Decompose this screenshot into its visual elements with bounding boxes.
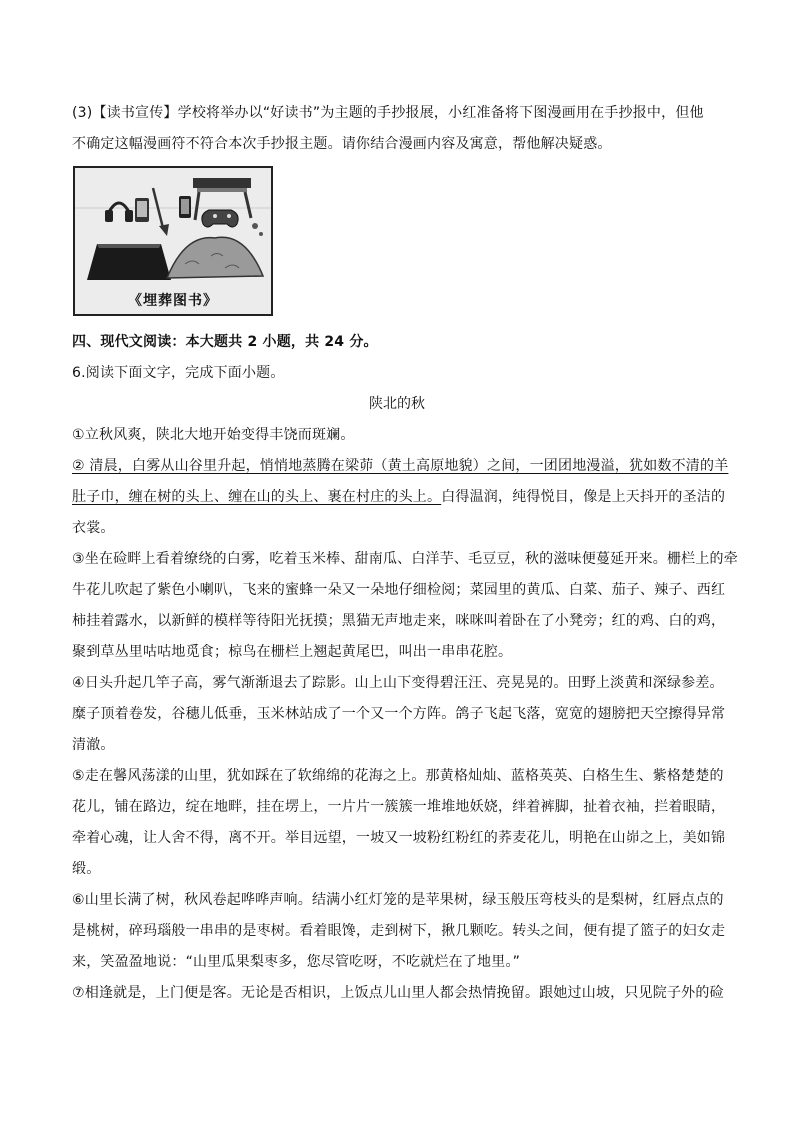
passage-line: 花儿，铺在路边，绽在地畔，挂在塄上，一片片一簇簇一堆堆地妖娆，绊着裤脚，扯着衣袖，拦着眼睛， xyxy=(72,799,726,815)
passage-line-underlined: ② 清晨，白雾从山谷里升起，悄悄地蒸腾在梁茆（黄土高原地貌）之间，一团团地漫溢，犹如数不清的羊 xyxy=(72,458,729,474)
passage-line: 柿挂着露水，以新鲜的模样等待阳光抚摸；黑猫无声地走来，咪咪叫着卧在了小凳旁；红的鸡、白的鸡， xyxy=(72,613,726,629)
passage-line: ①立秋风爽，陕北大地开始变得丰饶而斑斓。 xyxy=(72,427,355,443)
underlined-segment: 肚子巾，缠在树的头上、缠在山的头上、裹在村庄的头上。 xyxy=(72,489,442,505)
question-3-line-1: (3)【读书宣传】学校将举办以“好读书”为主题的手抄报展，小红准备将下图漫画用在手抄报中，但他 xyxy=(72,105,704,121)
passage-line: ④日头升起几竿子高，雾气渐渐退去了踪影。山上山下变得碧汪汪、亮晃晃的。田野上淡黄和深绿参差。 xyxy=(72,675,724,691)
passage-line: 聚到草丛里咕咕地觅食；椋鸟在栅栏上翘起黄尾巴，叫出一串串花腔。 xyxy=(72,644,513,660)
plain-segment: 白得温润，纯得悦目，像是上天抖开的圣洁的 xyxy=(441,489,726,505)
passage-line: ⑥山里长满了树，秋风卷起哗哗声响。结满小红灯笼的是苹果树，绿玉般压弯枝头的是梨树，红唇点点的 xyxy=(72,892,724,908)
passage-line: ⑤走在馨风荡漾的山里，犹如踩在了软绵绵的花海之上。那黄格灿灿、蓝格英英、白格生生、紫格楚楚的 xyxy=(72,768,724,784)
passage-line: 糜子顶着卷发，谷穗儿低垂，玉米林站成了一个又一个方阵。鸽子飞起飞落，宽宽的翅膀把天空擦得异常 xyxy=(72,706,726,722)
passage-line: ③坐在硷畔上看着缭绕的白雾，吃着玉米棒、甜南瓜、白洋芋、毛豆豆，秋的滋味便蔓延开来。栅栏上的牵 xyxy=(72,551,738,567)
passage-line: 牵着心魂，让人舍不得，离不开。举目远望，一坡又一坡粉红粉红的荞麦花儿，明艳在山峁之上，美如锦 xyxy=(72,830,726,846)
passage-line: 来，笑盈盈地说：“山里瓜果梨枣多，您尽管吃呀，不吃就烂在了地里。” xyxy=(72,954,521,970)
passage-line: 缎。 xyxy=(72,861,101,877)
passage-line: 衣裳。 xyxy=(72,520,115,536)
passage-line: 清澈。 xyxy=(72,737,115,753)
passage-line: 牛花儿吹起了紫色小喇叭，飞来的蜜蜂一朵又一朵地仔细检阅；菜园里的黄瓜、白菜、茄子、辣子、西红 xyxy=(72,582,726,598)
question-3-line-2: 不确定这幅漫画符不符合本次手抄报主题。请你结合漫画内容及寓意，帮他解决疑惑。 xyxy=(72,136,612,152)
passage-title: 陕北的秋 xyxy=(369,396,425,412)
section-4-heading: 四、现代文阅读：本大题共 2 小题，共 24 分。 xyxy=(72,334,378,350)
passage-line: 是桃树，碎玛瑙般一串串的是枣树。看着眼馋，走到树下，揪几颗吃。转头之间，便有提了篮子的妇女走 xyxy=(72,923,726,939)
question-6-intro: 6.阅读下面文字，完成下面小题。 xyxy=(72,365,285,381)
passage-line: ⑦相逢就是，上门便是客。无论是否相识，上饭点儿山里人都会热情挽留。跟她过山坡，只见院子外的硷 xyxy=(72,985,724,1001)
cartoon-caption: 《埋葬图书》 xyxy=(128,293,218,309)
passage-line-mixed xyxy=(72,489,724,505)
cartoon-image xyxy=(73,166,273,316)
